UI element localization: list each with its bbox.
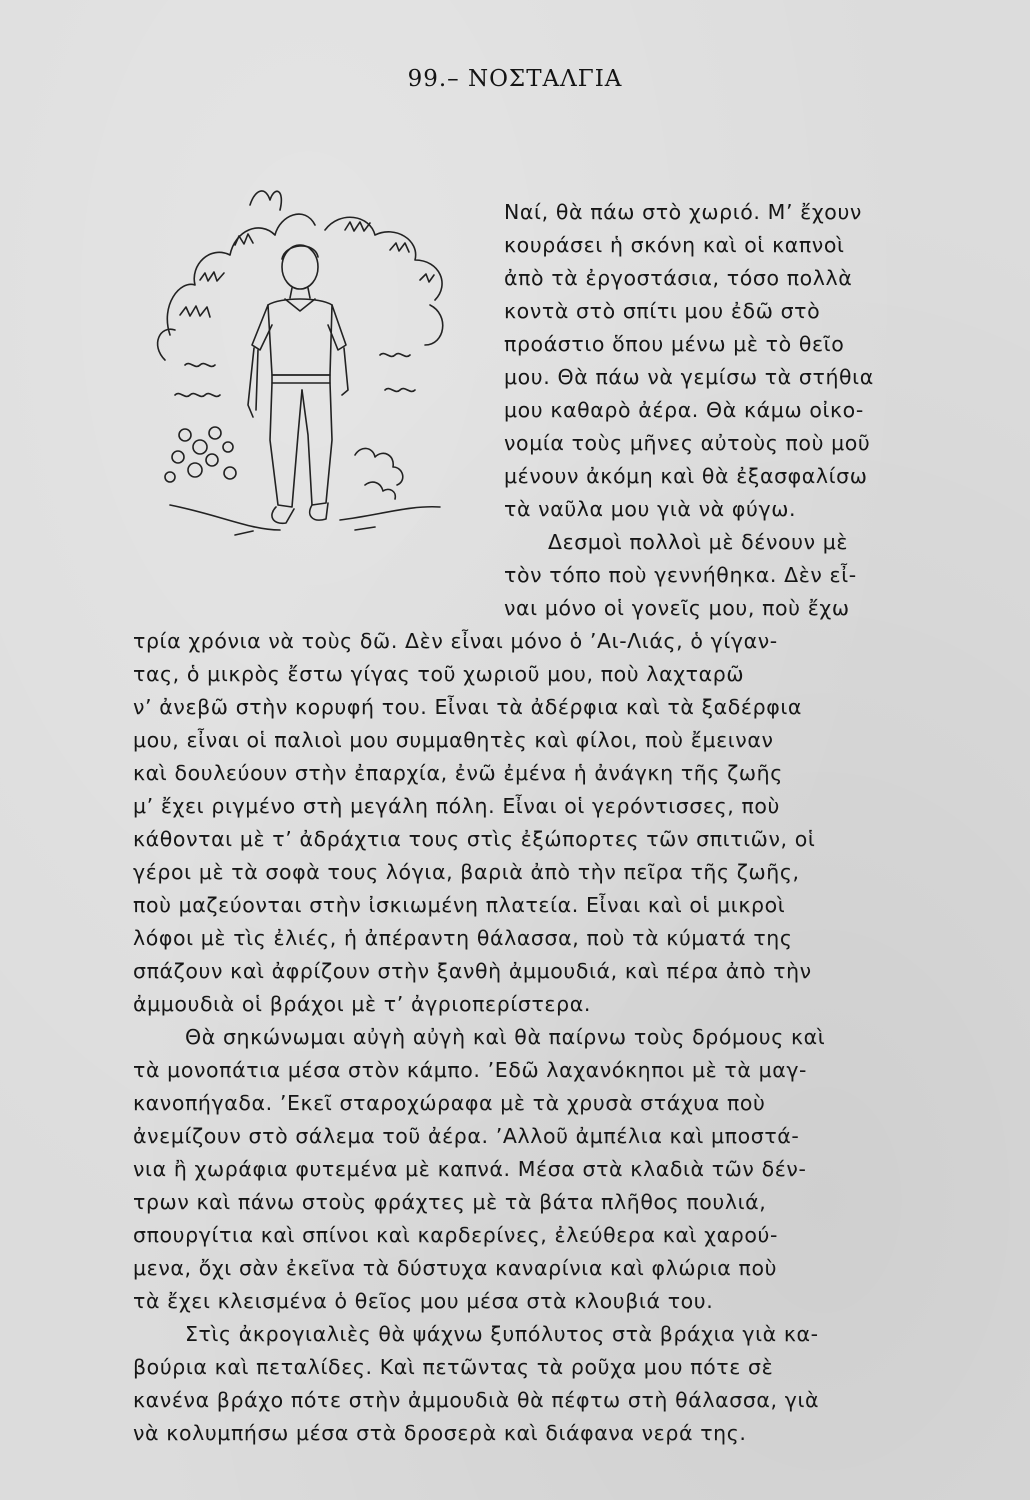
- text-line: ναι μόνο οἱ γονεῖς μου, ποὺ ἔχω: [504, 596, 850, 620]
- text-line: νὰ κολυμπήσω μέσα στὰ δροσερὰ καὶ διάφανα νερά της.: [133, 1421, 747, 1445]
- man-among-trees-illustration: [140, 185, 490, 545]
- text-line: τρία χρόνια νὰ τοὺς δῶ. Δὲν εἶναι μόνο ὁ ’Αι-Λιάς, ὁ γίγαν-: [133, 629, 778, 653]
- text-line: τὰ ἔχει κλεισμένα ὁ θεῖος μου μέσα στὰ κλουβιά του.: [133, 1289, 714, 1313]
- text-line: τὰ ναῦλα μου γιὰ νὰ φύγω.: [504, 497, 797, 521]
- text-line: τρων καὶ πάνω στοὺς φράχτες μὲ τὰ βάτα πλῆθος πουλιά,: [133, 1190, 767, 1214]
- text-line: μενα, ὄχι σὰν ἐκεῖνα τὰ δύστυχα καναρίνια καὶ φλώρια ποὺ: [133, 1256, 778, 1280]
- text-line: καὶ δουλεύουν στὴν ἐπαρχία, ἐνῶ ἐμένα ἡ ἀνάγκη τῆς ζωῆς: [133, 761, 783, 785]
- text-line: λόφοι μὲ τὶς ἐλιές, ἡ ἀπέραντη θάλασσα, ποὺ τὰ κύματά της: [133, 926, 793, 950]
- text-line: κάθονται μὲ τ’ ἀδράχτια τους στὶς ἐξώπορτες τῶν σπιτιῶν, οἱ: [133, 827, 816, 851]
- text-line: σπάζουν καὶ ἀφρίζουν στὴν ξανθὴ ἀμμουδιά, καὶ πέρα ἀπὸ τὴν: [133, 959, 812, 983]
- text-line: ἀνεμίζουν στὸ σάλεμα τοῦ ἀέρα. ’Αλλοῦ ἀμπέλια καὶ μποστά-: [133, 1124, 800, 1148]
- text-line: μου καθαρὸ ἀέρα. Θὰ κάμω οἰκο-: [504, 398, 864, 422]
- text-line: σπουργίτια καὶ σπίνοι καὶ καρδερίνες, ἐλεύθερα καὶ χαρού-: [133, 1223, 778, 1247]
- text-line: νια ἢ χωράφια φυτεμένα μὲ καπνά. Μέσα στὰ κλαδιὰ τῶν δέν-: [133, 1157, 807, 1181]
- text-line: μου, εἶναι οἱ παλιοὶ μου συμμαθητὲς καὶ φίλοι, ποὺ ἔμειναν: [133, 728, 774, 752]
- text-line: Δεσμοὶ πολλοὶ μὲ δένουν μὲ: [548, 530, 849, 554]
- text-line: κουράσει ἡ σκόνη καὶ οἱ καπνοὶ: [504, 233, 845, 257]
- text-line: ν’ ἀνεβῶ στὴν κορυφή του. Εἶναι τὰ ἀδέρφια καὶ τὰ ξαδέρφια: [133, 695, 802, 719]
- text-line: ἀμμουδιὰ οἱ βράχοι μὲ τ’ ἀγριοπερίστερα.: [133, 992, 591, 1016]
- text-line: νομία τοὺς μῆνες αὐτοὺς ποὺ μοῦ: [504, 431, 871, 455]
- text-line: ποὺ μαζεύονται στὴν ἰσκιωμένη πλατεία. Εἶναι καὶ οἱ μικροὶ: [133, 893, 786, 917]
- text-line: τὸν τόπο ποὺ γεννήθηκα. Δὲν εἶ-: [504, 563, 857, 587]
- text-line: βούρια καὶ πεταλίδες. Καὶ πετῶντας τὰ ροῦχα μου πότε σὲ: [133, 1355, 774, 1379]
- text-line: γέροι μὲ τὰ σοφὰ τους λόγια, βαριὰ ἀπὸ τὴν πεῖρα τῆς ζωῆς,: [133, 860, 800, 884]
- text-line: Στὶς ἀκρογιαλιὲς θὰ ψάχνω ξυπόλυτος στὰ βράχια γιὰ κα-: [185, 1322, 819, 1346]
- text-line: τὰ μονοπάτια μέσα στὸν κάμπο. ’Εδῶ λαχανόκηποι μὲ τὰ μαγ-: [133, 1058, 808, 1082]
- text-line: Θὰ σηκώνωμαι αὐγὴ αὐγὴ καὶ θὰ παίρνω τοὺς δρόμους καὶ: [185, 1025, 826, 1049]
- text-line: ἀπὸ τὰ ἐργοστάσια, τόσο πολλὰ: [504, 266, 853, 290]
- text-line: κοντὰ στὸ σπίτι μου ἐδῶ στὸ: [504, 299, 821, 323]
- page-title: 99.– ΝΟΣΤΑΛΓΙΑ: [407, 66, 623, 92]
- text-line: τας, ὁ μικρὸς ἔστω γίγας τοῦ χωριοῦ μου, ποὺ λαχταρῶ: [133, 662, 745, 686]
- text-line: Ναί, θὰ πάω στὸ χωριό. Μ’ ἔχουν: [504, 200, 862, 224]
- text-line: μένουν ἀκόμη καὶ θὰ ἐξασφαλίσω: [504, 464, 868, 488]
- text-line: κανοπήγαδα. ’Εκεῖ σταροχώραφα μὲ τὰ χρυσὰ στάχυα ποὺ: [133, 1091, 766, 1115]
- text-line: μ’ ἔχει ριγμένο στὴ μεγάλη πόλη. Εἶναι οἱ γερόντισσες, ποὺ: [133, 794, 781, 818]
- text-line: μου. Θὰ πάω νὰ γεμίσω τὰ στήθια: [504, 365, 874, 389]
- text-line: κανένα βράχο πότε στὴν ἀμμουδιὰ θὰ πέφτω στὴ θάλασσα, γιὰ: [133, 1388, 820, 1412]
- text-line: προάστιο ὅπου μένω μὲ τὸ θεῖο: [504, 332, 845, 356]
